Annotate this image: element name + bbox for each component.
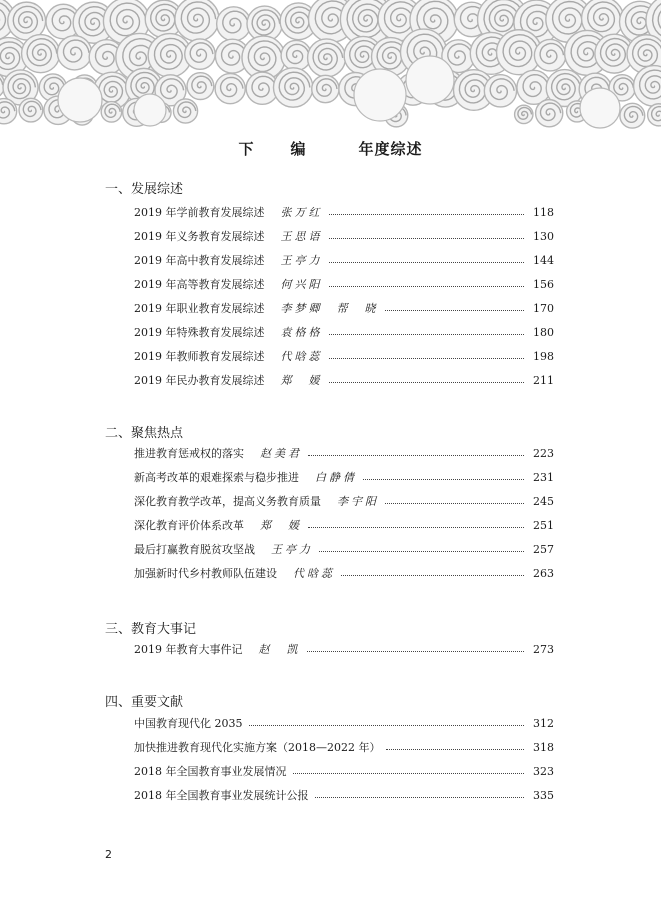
dot-leader [363,478,524,480]
entry-title: 最后打赢教育脱贫攻坚战 [134,543,255,556]
entry-page: 156 [533,277,554,291]
part-title-label: 下 [238,140,255,158]
toc-entry[interactable] [134,276,554,292]
toc-entry[interactable] [134,517,554,533]
dot-leader [329,333,525,335]
entry-author: 张万红 [280,206,323,219]
section-heading-documents: 四、重要文献 [105,695,184,710]
entry-author: 代晗蕊 [280,350,323,363]
dot-leader [249,724,525,726]
entry-title: 新高考改革的艰难探索与稳步推进 [134,471,299,484]
entry-page: 231 [533,470,554,484]
entry-title: 2019 年教师教育发展综述 [134,350,265,363]
toc-entry[interactable] [134,715,554,731]
entry-title: 2019 年特殊教育发展综述 [134,326,265,339]
entry-author: 代晗蕊 [293,567,335,580]
entry-author: 郑 媛 [260,519,302,532]
toc-entry[interactable] [134,641,554,657]
decorative-cloud-banner [0,0,661,135]
dot-leader [385,502,524,504]
entry-page: 312 [533,716,554,730]
entry-page: 257 [533,542,554,556]
dot-leader [307,650,525,652]
dot-leader [329,285,525,287]
entry-page: 223 [533,446,554,460]
toc-entry[interactable] [134,469,554,485]
dot-leader [341,574,524,576]
entry-page: 130 [533,229,554,243]
entry-title: 深化教育评价体系改革 [134,519,244,532]
section-heading-hot-topics: 二、聚焦热点 [105,426,184,441]
toc-entry[interactable] [134,372,554,388]
entry-page: 335 [533,788,554,802]
entry-page: 263 [533,566,554,580]
entry-page: 198 [533,349,554,363]
entry-title: 2019 年高等教育发展综述 [134,278,265,291]
entry-author: 赵 凯 [258,643,301,656]
part-title-name: 年度综述 [358,140,423,158]
toc-entry[interactable] [134,204,554,220]
part-title [0,138,661,159]
dot-leader [386,748,524,750]
dot-leader [385,309,525,311]
part-title-sub: 编 [290,140,307,158]
dot-leader [308,454,524,456]
entry-page: 144 [533,253,554,267]
dot-leader [329,357,525,359]
entry-page: 118 [533,205,554,219]
entry-title: 2019 年职业教育发展综述 [134,302,265,315]
toc-entry[interactable] [134,763,554,779]
entry-page: 245 [533,494,554,508]
entry-title: 加快推进教育现代化实施方案（2018—2022 年） [134,741,381,754]
entry-author: 白静倩 [315,471,357,484]
entry-title: 推进教育惩戒权的落实 [134,447,244,460]
entry-title: 中国教育现代化 2035 [134,717,243,730]
entry-title: 2019 年教育大事件记 [134,643,243,656]
entry-title: 2019 年义务教育发展综述 [134,230,265,243]
toc-entry[interactable] [134,565,554,581]
entry-author: 何兴阳 [280,278,323,291]
toc-entry[interactable] [134,493,554,509]
entry-page: 318 [533,740,554,754]
toc-entry[interactable] [134,541,554,557]
entry-title: 2018 年全国教育事业发展情况 [134,765,287,778]
entry-page: 323 [533,764,554,778]
section-heading-development: 一、发展综述 [105,182,184,197]
dot-leader [329,237,525,239]
toc-entry[interactable] [134,787,554,803]
page-number: 2 [105,848,112,861]
toc-entry[interactable] [134,300,554,316]
dot-leader [315,796,525,798]
entry-author: 赵美君 [260,447,302,460]
entry-author: 李梦卿 帮 晓 [280,302,379,315]
entry-author: 王亭力 [271,543,313,556]
entry-page: 211 [533,373,554,387]
toc-entry[interactable] [134,445,554,461]
entry-author: 王亭力 [280,254,323,267]
entry-page: 180 [533,325,554,339]
toc-entry[interactable] [134,324,554,340]
entry-page: 170 [533,301,554,315]
entry-title: 2019 年民办教育发展综述 [134,374,265,387]
entry-author: 李宇阳 [337,495,379,508]
entry-author: 王思语 [280,230,323,243]
entry-title: 加强新时代乡村教师队伍建设 [134,567,277,580]
toc-entry[interactable] [134,348,554,364]
entry-page: 273 [533,642,554,656]
dot-leader [329,261,525,263]
dot-leader [329,213,525,215]
dot-leader [319,550,524,552]
entry-title: 深化教育教学改革，提高义务教育质量 [134,495,321,508]
section-heading-major-events: 三、教育大事记 [105,622,197,637]
entry-author: 袁格格 [280,326,323,339]
entry-author: 郑 媛 [280,374,323,387]
dot-leader [293,772,525,774]
toc-entry[interactable] [134,228,554,244]
entry-title: 2019 年学前教育发展综述 [134,206,265,219]
toc-entry[interactable] [134,739,554,755]
entry-title: 2018 年全国教育事业发展统计公报 [134,789,309,802]
entry-page: 251 [533,518,554,532]
dot-leader [329,381,525,383]
toc-entry[interactable] [134,252,554,268]
entry-title: 2019 年高中教育发展综述 [134,254,265,267]
dot-leader [308,526,524,528]
